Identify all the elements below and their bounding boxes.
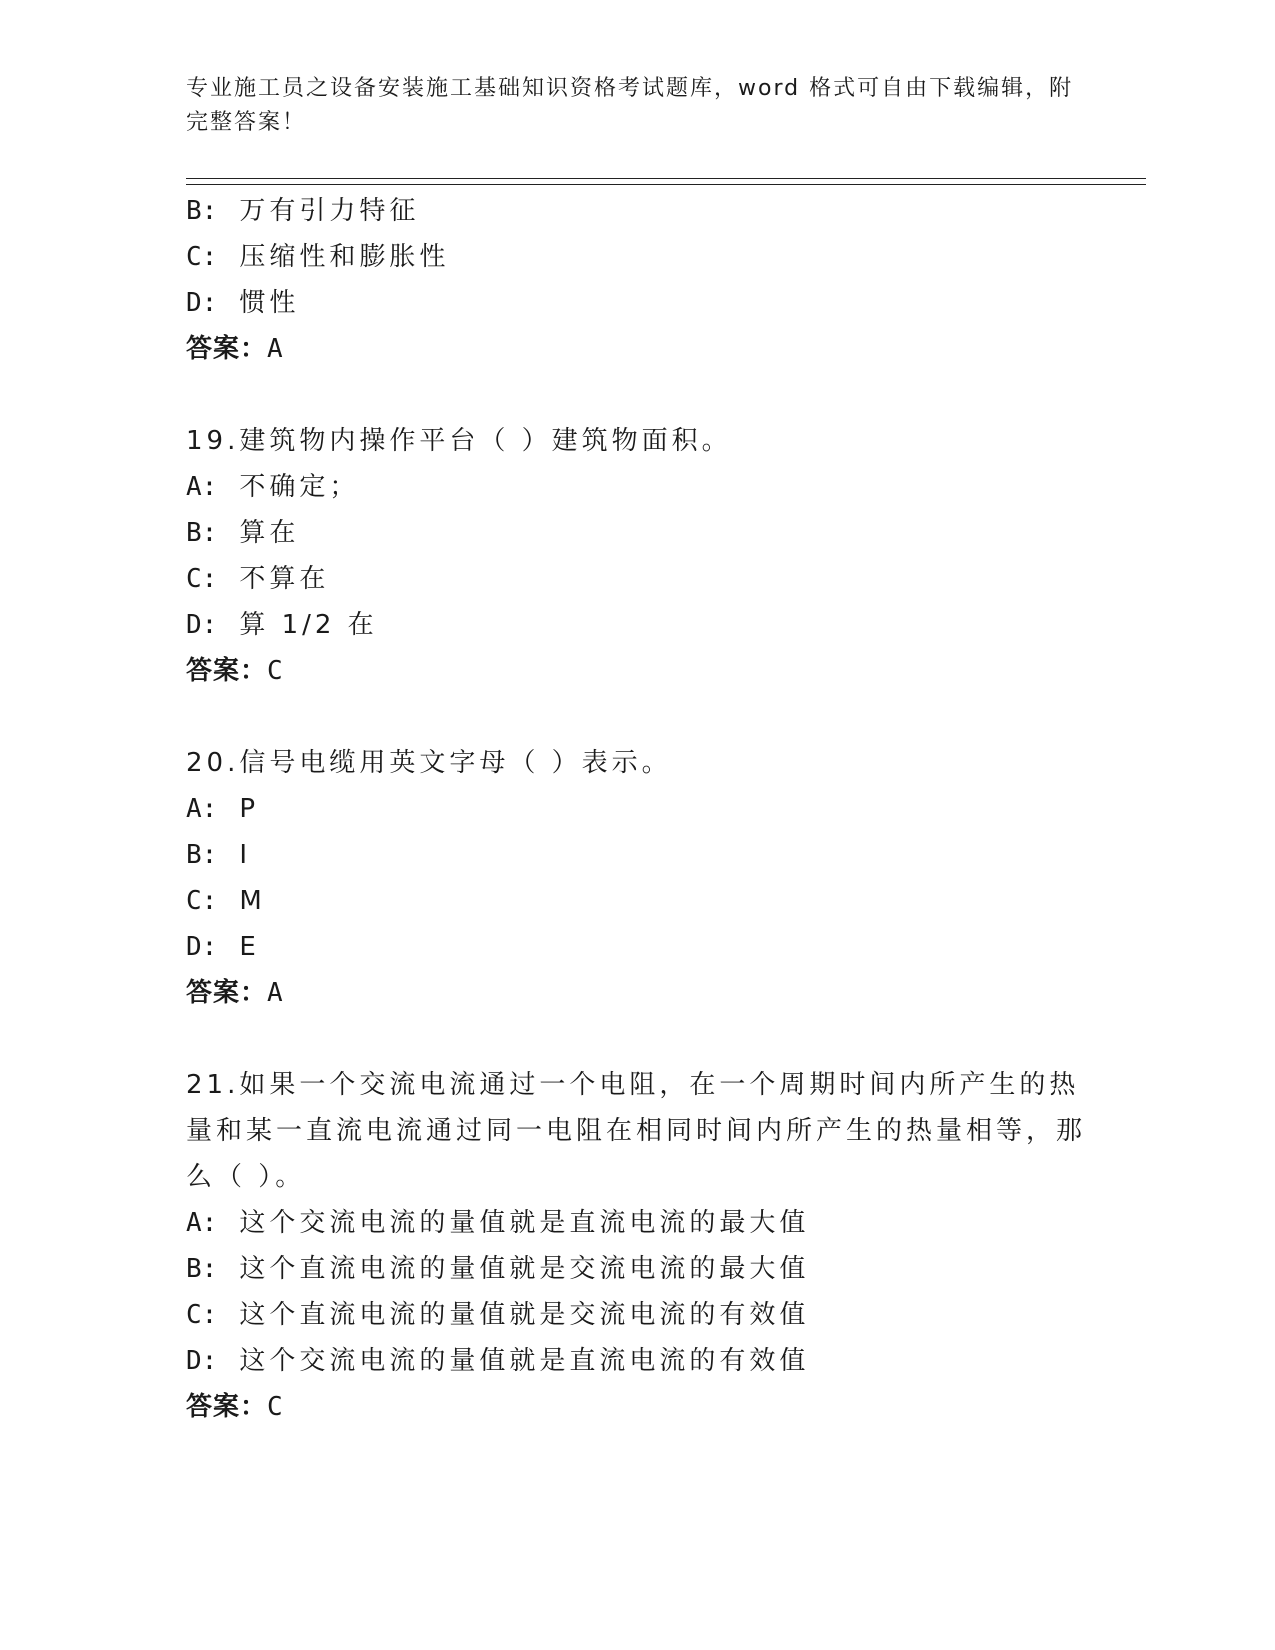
document-header: [186, 72, 1086, 140]
answer-line: 答案：A: [186, 334, 284, 364]
question-stem: 21.如果一个交流电流通过一个电阻，在一个周期时间内所产生的热量和某一直流电流通过同一电阻在相同时间内所产生的热量相等，那么（ ）。: [186, 1070, 1087, 1192]
header-text: 专业施工员之设备安装施工基础知识资格考试题库，word 格式可自由下载编辑，附完整答案！: [186, 76, 1074, 135]
option-b: B: 这个直流电流的量值就是交流电流的最大值: [186, 1254, 810, 1284]
option-d: D: 算 1/2 在: [186, 610, 378, 640]
question-19: [186, 418, 1086, 694]
question-stem: 20.信号电缆用英文字母（ ）表示。: [186, 748, 672, 778]
option-c: C: 这个直流电流的量值就是交流电流的有效值: [186, 1300, 810, 1330]
option-c: C: 不算在: [186, 564, 330, 594]
answer-line: 答案：A: [186, 978, 284, 1008]
question-21: [186, 1062, 1086, 1430]
answer-line: 答案：C: [186, 656, 284, 686]
option-c: C: M: [186, 886, 266, 916]
option-b: B: I: [186, 840, 251, 870]
option-d: D: 这个交流电流的量值就是直流电流的有效值: [186, 1346, 810, 1376]
question-20: [186, 740, 1086, 1016]
option-b: B: 算在: [186, 518, 300, 548]
question-list: [186, 188, 1086, 1430]
option-d: D: E: [186, 932, 260, 962]
option-b: B: 万有引力特征: [186, 196, 420, 226]
question-stem: 19.建筑物内操作平台（ ）建筑物面积。: [186, 426, 732, 456]
option-a: A: P: [186, 794, 259, 824]
option-c: C: 压缩性和膨胀性: [186, 242, 450, 272]
option-a: A: 这个交流电流的量值就是直流电流的最大值: [186, 1208, 810, 1238]
answer-line: 答案：C: [186, 1392, 284, 1422]
question-continued: [186, 188, 1086, 372]
option-a: A: 不确定；: [186, 472, 360, 502]
header-divider: [186, 178, 1146, 185]
option-d: D: 惯性: [186, 288, 300, 318]
